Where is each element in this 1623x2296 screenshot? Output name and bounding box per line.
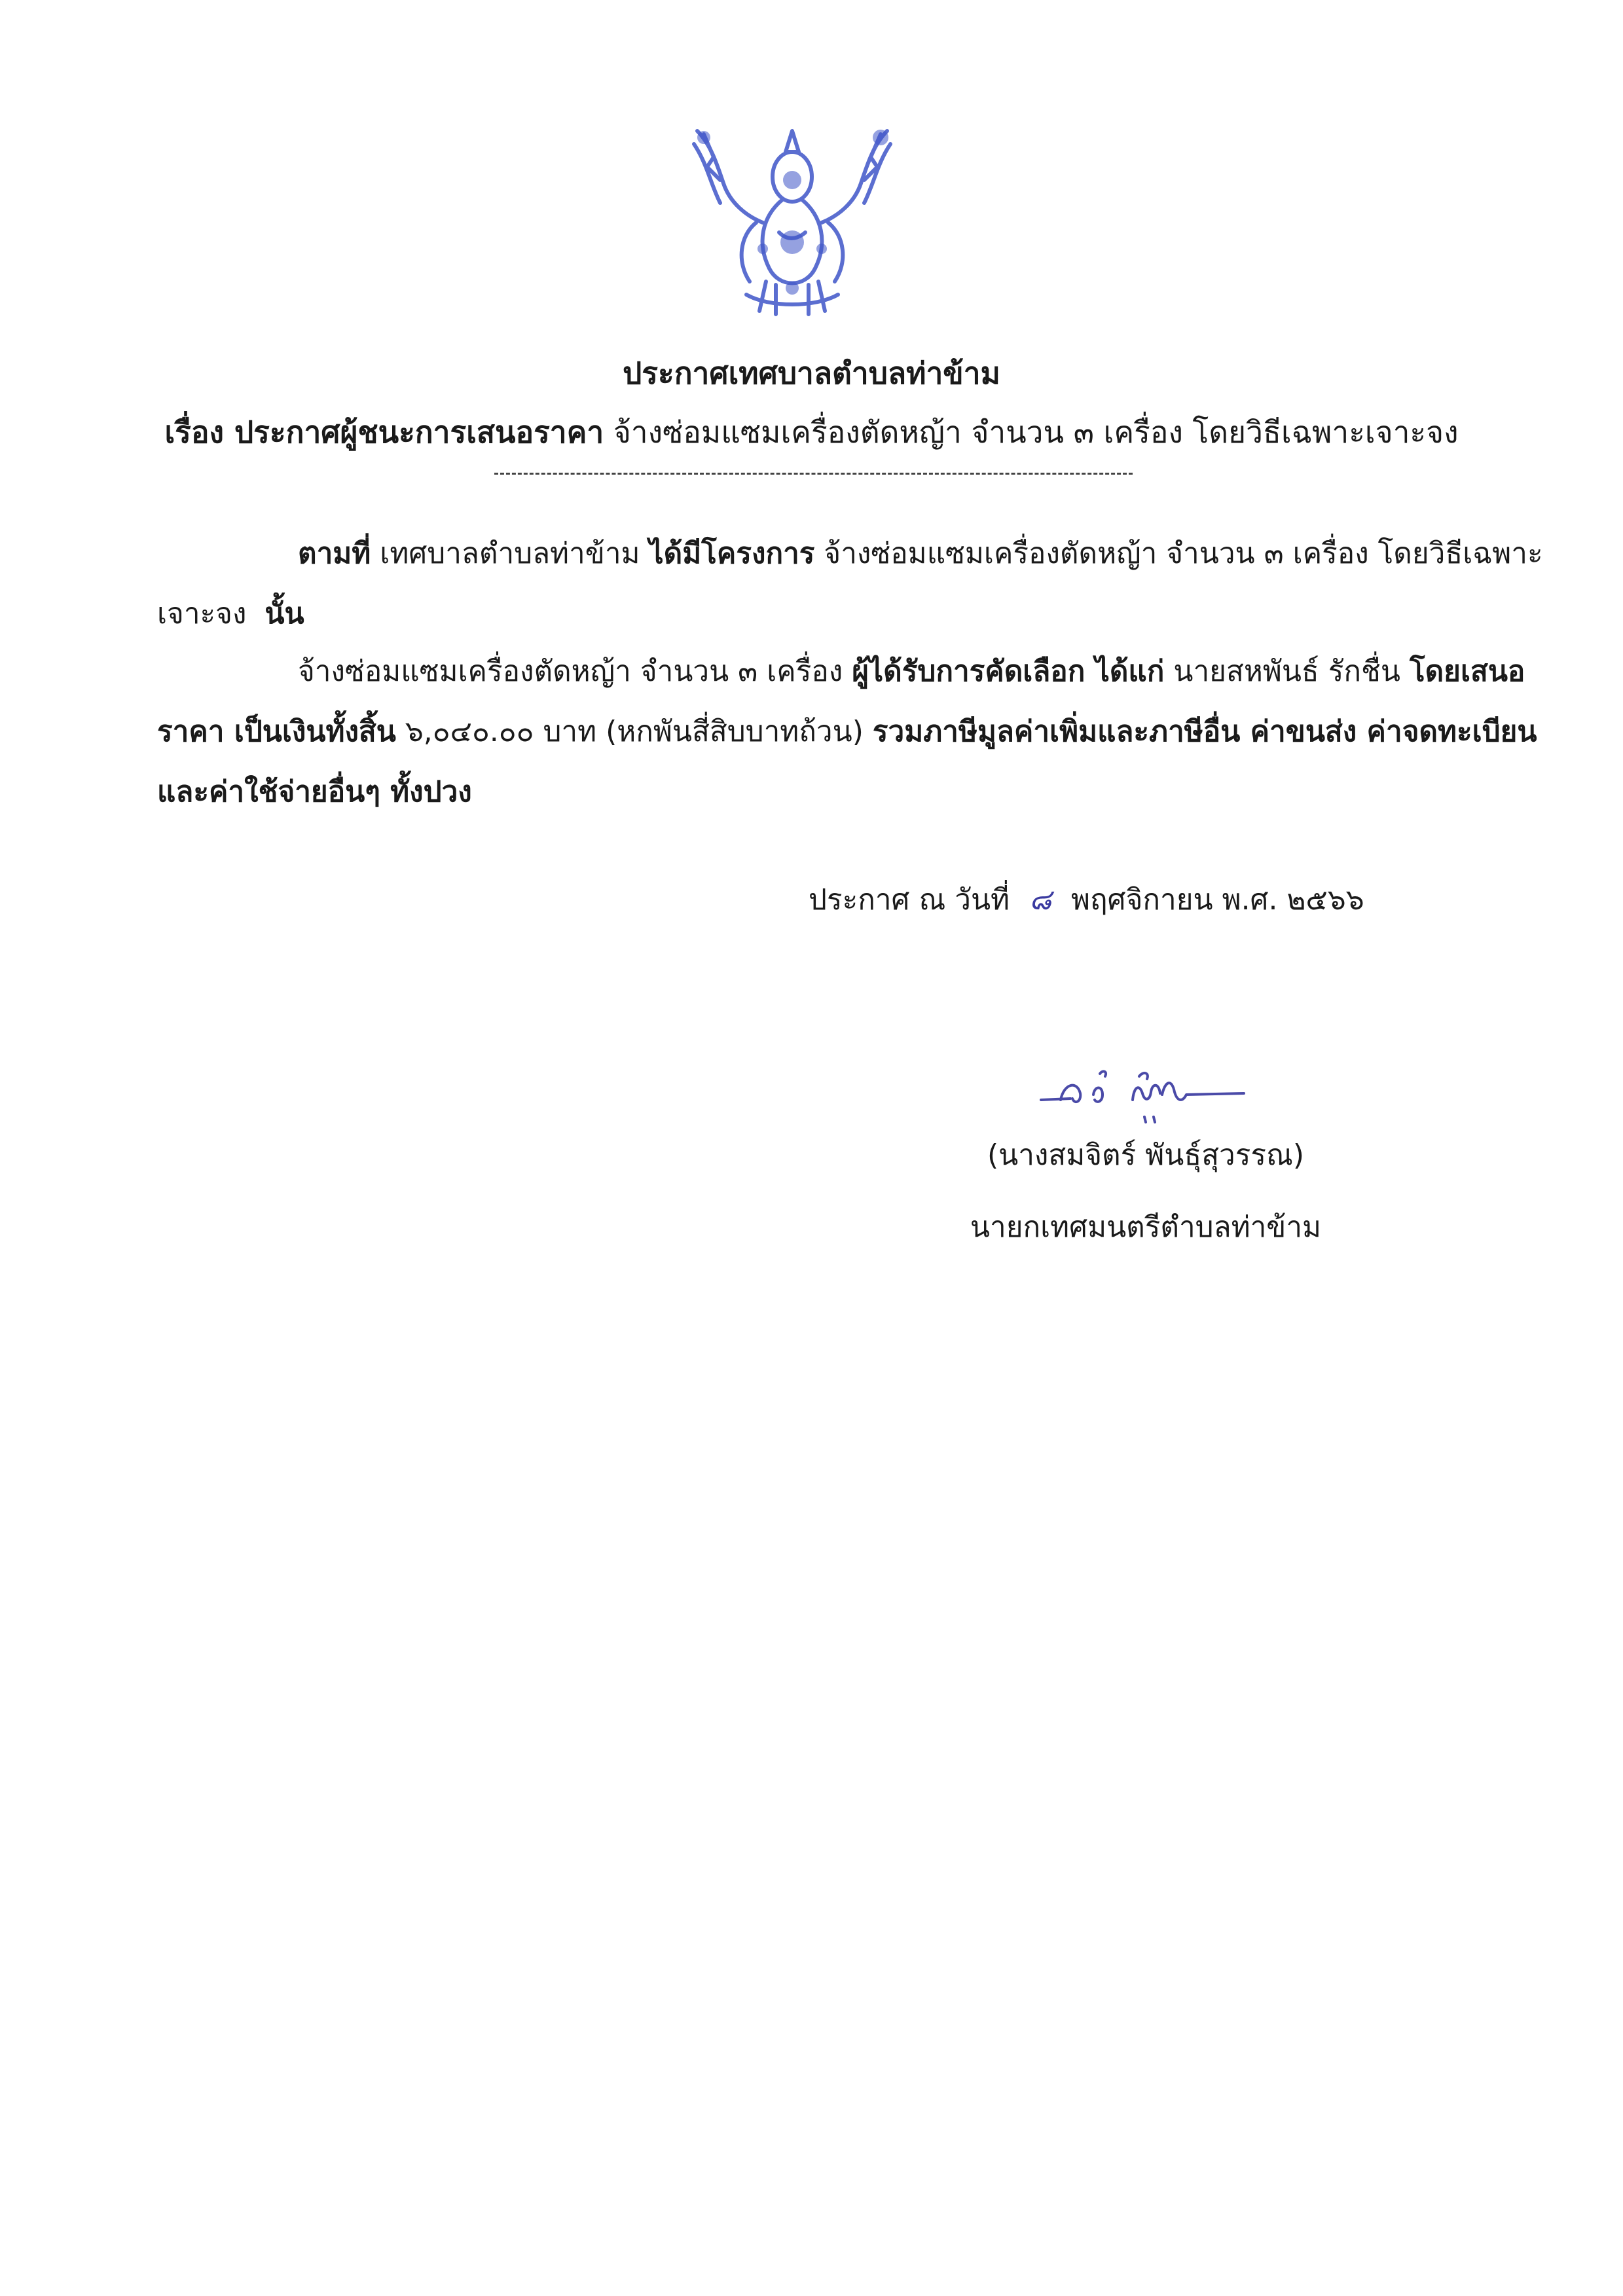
paragraph-ending: นั้น (264, 597, 304, 630)
garuda-emblem-icon (684, 118, 900, 321)
subject-text: จ้างซ่อมแซมเครื่องตัดหญ้า จำนวน ๓ เครื่อง โดยวิธีเฉพาะเจาะจง (613, 414, 1459, 450)
project-name-cont: เจาะจง (157, 597, 247, 630)
lead-word: ตามที่ (298, 537, 371, 570)
selected-label: ผู้ได้รับการคัดเลือก ได้แก่ (852, 655, 1165, 688)
paragraph-winner (157, 642, 1537, 822)
offer-label: โดยเสนอ (1409, 655, 1525, 688)
project-phrase: ได้มีโครงการ (649, 537, 815, 570)
signer-position: นายกเทศมนตรีตำบลท่าข้าม (970, 1211, 1322, 1244)
date-label: ประกาศ ณ วันที่ (809, 883, 1010, 917)
date-month-year: พฤศจิกายน พ.ศ. ๒๕๖๖ (1071, 883, 1364, 917)
org-name: เทศบาลตำบลท่าข้าม (380, 537, 640, 570)
announcement-title (0, 354, 1623, 393)
signature-mark (1034, 1054, 1250, 1133)
announcement-subject (0, 412, 1623, 452)
winner-name: นายสหพันธ์ รักชื่น (1173, 655, 1400, 688)
subject-label: เรื่อง ประกาศผู้ชนะการเสนอราคา (164, 414, 604, 450)
paragraph-line (157, 702, 1537, 762)
price-label: ราคา เป็นเงินทั้งสิ้น (157, 715, 396, 748)
separator-line (494, 473, 1133, 475)
signer-name: (นางสมจิตร์ พันธุ์สุวรรณ) (987, 1139, 1305, 1172)
announcement-date (809, 877, 1364, 923)
date-day: ๘ (1029, 883, 1052, 917)
paragraph-line (157, 524, 1543, 584)
paragraph-project (157, 524, 1543, 644)
paragraph-line (157, 762, 1467, 822)
paragraph-line (157, 642, 1525, 702)
item-name: จ้างซ่อมแซมเครื่องตัดหญ้า จำนวน ๓ เครื่อง (298, 655, 843, 688)
project-name: จ้างซ่อมแซมเครื่องตัดหญ้า จำนวน ๓ เครื่อง โดยวิธีเฉพาะ (824, 537, 1543, 570)
title-text: ประกาศเทศบาลตำบลท่าข้าม (623, 355, 1000, 391)
price-amount: ๖,๐๔๐.๐๐ บาท (หกพันสี่สิบบาทถ้วน) (405, 715, 864, 748)
includes-text-cont: และค่าใช้จ่ายอื่นๆ ทั้งปวง (157, 775, 472, 809)
includes-text: รวมภาษีมูลค่าเพิ่มและภาษีอื่น ค่าขนส่ง ค่าจดทะเบียน (872, 715, 1537, 748)
paragraph-line (157, 584, 1467, 644)
